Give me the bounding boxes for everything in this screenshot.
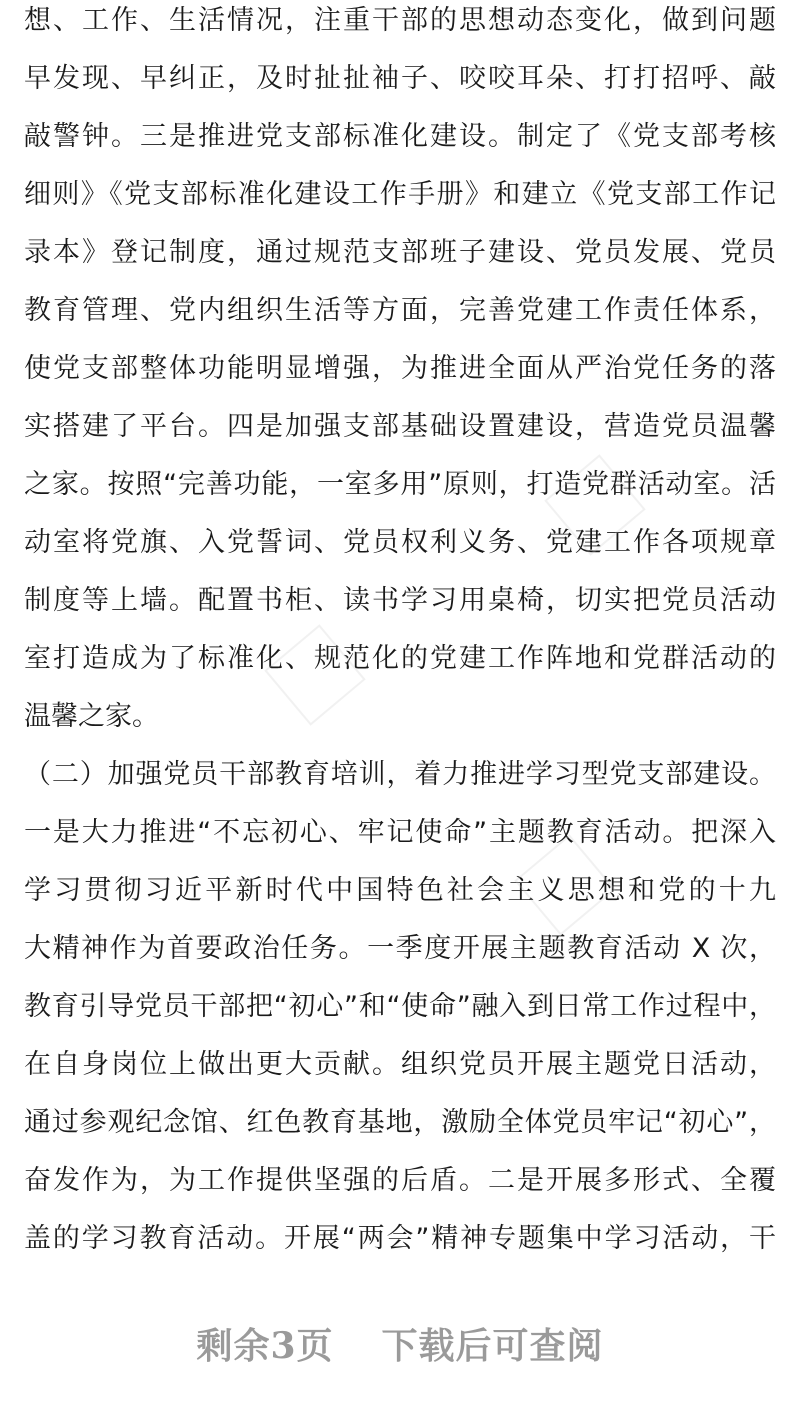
text-line: 一是大力推进“不忘初心、牢记使命”主题教育活动。把深入 (24, 817, 776, 848)
text-line: 奋发作为，为工作提供坚强的后盾。二是开展多形式、全覆 (24, 1165, 776, 1196)
section-heading-line: （二）加强党员干部教育培训，着力推进学习型党支部建设。 (24, 759, 776, 790)
text-line: 细则》《党支部标准化建设工作手册》和建立《党支部工作记 (24, 179, 776, 210)
text-line: 早发现、早纠正，及时扯扯袖子、咬咬耳朵、打打招呼、敲 (24, 63, 776, 94)
text-line: 室打造成为了标准化、规范化的党建工作阵地和党群活动的 (24, 643, 776, 674)
download-to-view-label: 下载后可查阅 (381, 1325, 604, 1367)
text-line: 动室将党旗、入党誓词、党员权利义务、党建工作各项规章 (24, 527, 776, 558)
text-line: 之家。按照“完善功能，一室多用”原则，打造党群活动室。活 (24, 469, 776, 500)
text-line: 使党支部整体功能明显增强，为推进全面从严治党任务的落 (24, 353, 776, 384)
text-line: 制度等上墙。配置书柜、读书学习用桌椅，切实把党员活动 (24, 585, 776, 616)
remaining-pages-label: 剩余3页 (196, 1325, 334, 1367)
download-prompt[interactable] (0, 1322, 800, 1370)
text-line: 大精神作为首要政治任务。一季度开展主题教育活动 X 次， (24, 933, 776, 964)
text-line: 敲警钟。三是推进党支部标准化建设。制定了《党支部考核 (24, 121, 776, 152)
text-line: 录本》登记制度，通过规范支部班子建设、党员发展、党员 (24, 237, 776, 268)
text-line: 教育管理、党内组织生活等方面，完善党建工作责任体系， (24, 295, 776, 326)
text-line: 温馨之家。 (24, 701, 159, 732)
text-line: 想、工作、生活情况，注重干部的思想动态变化，做到问题 (24, 5, 776, 36)
text-line: 学习贯彻习近平新时代中国特色社会主义思想和党的十九 (24, 875, 776, 906)
text-line: 在自身岗位上做出更大贡献。组织党员开展主题党日活动， (24, 1049, 776, 1080)
text-line: 盖的学习教育活动。开展“两会”精神专题集中学习活动，干 (24, 1223, 776, 1254)
text-line: 实搭建了平台。四是加强支部基础设置建设，营造党员温馨 (24, 411, 776, 442)
text-line: 教育引导党员干部把“初心”和“使命”融入到日常工作过程中， (24, 991, 776, 1022)
text-line: 通过参观纪念馆、红色教育基地，激励全体党员牢记“初心”， (24, 1107, 776, 1138)
